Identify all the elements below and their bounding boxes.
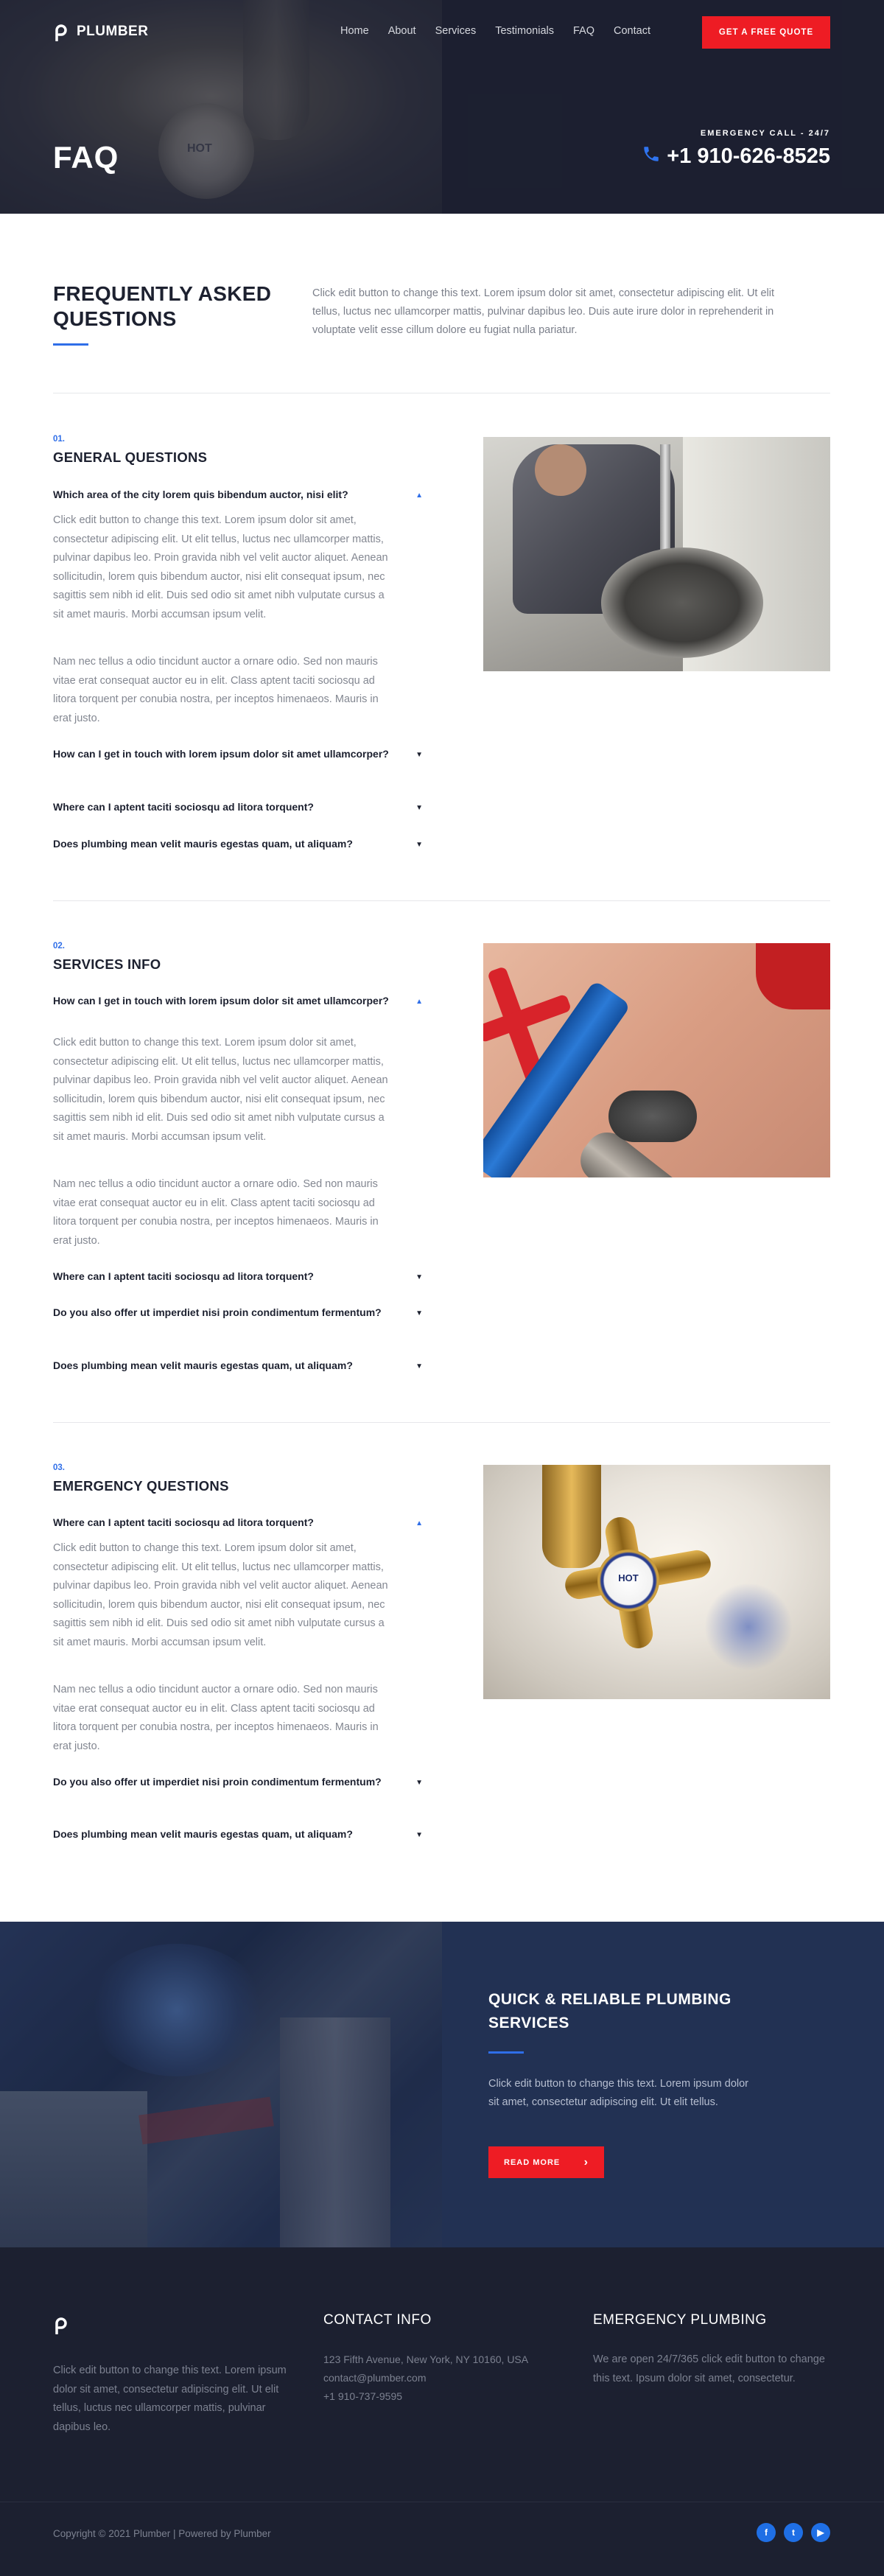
footer-phone[interactable]: +1 910-737-9595 — [323, 2390, 403, 2402]
question-text: Does plumbing mean velit mauris egestas quam, ut aliquam? — [53, 1828, 353, 1840]
faq-question[interactable] — [53, 799, 421, 815]
gold-tap-photo — [483, 1465, 830, 1699]
faq-answer: Click edit button to change this text. Lorem ipsum dolor sit amet, consectetur adipiscing elit. Ut elit tellus, luctus nec ullamcorper mattis, pulvinar dapibus leo. Proin gravida nibh vel velit auctor aliquet. Aenean sollicitudin, lorem quis bibendum auctor, nisi elit consequat ipsum, nec sagittis sem nibh id elit. Duis sed odio sit amet nibh vulputate cursus a sit amet mauris. Morbi accumsan ipsum velit. — [53, 514, 388, 620]
faq-section-emergency — [0, 1423, 884, 1922]
caret-down-icon: ▼ — [415, 1309, 423, 1317]
nav-about[interactable]: About — [387, 25, 416, 37]
hero-cap-text: HOT — [187, 142, 212, 155]
cta-title: QUICK & RELIABLE PLUMBING SERVICES — [488, 1991, 732, 2031]
copyright: Copyright © 2021 Plumber | Powered by Plumber — [53, 2528, 271, 2539]
question-text: Do you also offer ut imperdiet nisi proin condimentum fermentum? — [53, 1776, 382, 1788]
chevron-right-icon: › — [583, 2155, 589, 2169]
faq-question-open[interactable] — [53, 1514, 421, 1530]
footer-about-text: Click edit button to change this text. Lorem ipsum dolor sit amet, consectetur adipiscing elit. Ut elit tellus, luctus nec ullamcorper mattis, pulvinar dapibus leo. — [53, 2365, 287, 2433]
emergency-plumbing-text: We are open 24/7/365 click edit button to change this text. Ipsum dolor sit amet, consectetur. — [593, 2353, 825, 2384]
faq-section-general — [0, 394, 884, 901]
logo-text: PLUMBER — [77, 24, 149, 39]
intro-title-underline — [53, 343, 88, 346]
emergency-phone[interactable] — [642, 144, 830, 169]
footer — [0, 2247, 884, 2576]
nav-faq[interactable]: FAQ — [572, 25, 594, 37]
faq-question-open[interactable] — [53, 486, 421, 503]
question-text: Where can I aptent taciti sociosqu ad litora torquent? — [53, 1270, 314, 1282]
emergency-call-label: EMERGENCY CALL - 24/7 — [700, 129, 830, 138]
section-number: 03. — [53, 1463, 65, 1472]
cta-title-underline — [488, 2051, 524, 2054]
question-text: Does plumbing mean velit mauris egestas quam, ut aliquam? — [53, 1359, 353, 1371]
section-title: GENERAL QUESTIONS — [53, 449, 208, 465]
page-title: FAQ — [53, 140, 119, 175]
faq-answer: Click edit button to change this text. Lorem ipsum dolor sit amet, consectetur adipiscing elit. Ut elit tellus, luctus nec ullamcorper mattis, pulvinar dapibus leo. Proin gravida nibh vel velit auctor aliquet. Aenean sollicitudin, lorem quis bibendum auctor, nisi elit consequat ipsum, nec sagittis sem nibh id elit. Duis sed odio sit amet nibh vulputate cursus a sit amet mauris. Morbi accumsan ipsum velit. — [53, 1037, 388, 1143]
valves-photo — [0, 1922, 442, 2247]
faq-question[interactable] — [53, 1774, 421, 1790]
question-text: Which area of the city lorem quis bibendum auctor, nisi elit? — [53, 489, 348, 500]
nav-contact[interactable]: Contact — [614, 25, 650, 37]
twitter-icon[interactable]: t — [784, 2523, 803, 2542]
logo[interactable] — [53, 22, 148, 41]
nav-services[interactable]: Services — [435, 25, 477, 37]
faq-answer: Nam nec tellus a odio tincidunt auctor a ornare odio. Sed non mauris vitae erat consequat auctor eu in elit. Class aptent taciti sociosqu ad litora torquent per conubia nostra, per inceptos himenaeos. Mauris in erat justo. — [53, 656, 379, 724]
phone-icon — [642, 144, 661, 169]
read-more-button[interactable] — [488, 2146, 604, 2178]
logo-icon — [53, 22, 69, 41]
faq-answer: Nam nec tellus a odio tincidunt auctor a ornare odio. Sed non mauris vitae erat consequat auctor eu in elit. Class aptent taciti sociosqu ad litora torquent per conubia nostra, per inceptos himenaeos. Mauris in erat justo. — [53, 1684, 379, 1752]
contact-info-title: CONTACT INFO — [323, 2312, 432, 2328]
faq-question[interactable] — [53, 1357, 421, 1373]
emergency-plumbing-title: EMERGENCY PLUMBING — [593, 2312, 767, 2328]
nav-home[interactable]: Home — [340, 25, 369, 37]
tap-cap-text: HOT — [618, 1572, 639, 1583]
plumber-sink-photo — [483, 437, 830, 671]
faq-section-services — [0, 901, 884, 1423]
faq-question[interactable] — [53, 746, 421, 762]
question-text: Does plumbing mean velit mauris egestas quam, ut aliquam? — [53, 838, 353, 850]
caret-up-icon: ▲ — [415, 1519, 423, 1527]
caret-down-icon: ▼ — [415, 1362, 423, 1371]
faq-answer: Nam nec tellus a odio tincidunt auctor a ornare odio. Sed non mauris vitae erat consequat auctor eu in elit. Class aptent taciti sociosqu ad litora torquent per conubia nostra, per inceptos himenaeos. Mauris in erat justo. — [53, 1178, 379, 1247]
caret-down-icon: ▼ — [415, 751, 423, 759]
intro-title: FREQUENTLY ASKED QUESTIONS — [53, 282, 272, 330]
question-text: Do you also offer ut imperdiet nisi proin condimentum fermentum? — [53, 1306, 382, 1318]
caret-down-icon: ▼ — [415, 804, 423, 812]
faq-intro — [0, 214, 884, 394]
cta-banner — [0, 1922, 884, 2247]
question-text: How can I get in touch with lorem ipsum dolor sit amet ullamcorper? — [53, 748, 389, 760]
footer-address: 123 Fifth Avenue, New York, NY 10160, USA — [323, 2353, 529, 2365]
section-title: EMERGENCY QUESTIONS — [53, 1478, 229, 1494]
caret-down-icon: ▼ — [415, 841, 423, 849]
caret-up-icon: ▲ — [415, 998, 423, 1006]
faq-question[interactable] — [53, 1268, 421, 1284]
intro-text: Click edit button to change this text. Lorem ipsum dolor sit amet, consectetur adipiscing elit. Ut elit tellus, luctus nec ullamcorper mattis, pulvinar dapibus leo. Duis aute irure dolor in reprehenderit in voluptate velit esse cillum dolore eu fugiat nulla pariatur. — [312, 287, 775, 336]
footer-email[interactable]: contact@plumber.com — [323, 2372, 427, 2384]
section-number: 02. — [53, 942, 65, 951]
read-more-label: READ MORE — [504, 2157, 561, 2167]
wrenches-pipe-photo — [483, 943, 830, 1177]
faq-answer: Click edit button to change this text. Lorem ipsum dolor sit amet, consectetur adipiscing elit. Ut elit tellus, luctus nec ullamcorper mattis, pulvinar dapibus leo. Proin gravida nibh vel velit auctor aliquet. Aenean sollicitudin, lorem quis bibendum auctor, nisi elit consequat ipsum, nec sagittis sem nibh id elit. Duis sed odio sit amet nibh vulputate cursus a sit amet mauris. Morbi accumsan ipsum velit. — [53, 1542, 388, 1648]
caret-down-icon: ▼ — [415, 1779, 423, 1787]
caret-down-icon: ▼ — [415, 1273, 423, 1281]
youtube-icon[interactable]: ▶ — [811, 2523, 830, 2542]
section-number: 01. — [53, 435, 65, 444]
faq-question[interactable] — [53, 1304, 421, 1320]
cta-text: Click edit button to change this text. Lorem ipsum dolor sit amet, consectetur adipiscing elit. Ut elit tellus. — [488, 2078, 749, 2108]
main-menu — [340, 25, 670, 37]
section-title: SERVICES INFO — [53, 956, 161, 972]
top-nav — [0, 16, 884, 50]
free-quote-button[interactable]: GET A FREE QUOTE — [702, 16, 830, 49]
faq-question[interactable] — [53, 1826, 421, 1842]
question-text: Where can I aptent taciti sociosqu ad litora torquent? — [53, 1516, 314, 1528]
nav-testimonials[interactable]: Testimonials — [495, 25, 554, 37]
hero-header — [0, 0, 884, 214]
question-text: Where can I aptent taciti sociosqu ad litora torquent? — [53, 801, 314, 813]
caret-up-icon: ▲ — [415, 491, 423, 500]
emergency-phone-number: +1 910-626-8525 — [667, 144, 830, 168]
question-text: How can I get in touch with lorem ipsum dolor sit amet ullamcorper? — [53, 995, 389, 1007]
footer-logo-icon[interactable] — [53, 2315, 71, 2336]
caret-down-icon: ▼ — [415, 1831, 423, 1839]
faq-question[interactable] — [53, 836, 421, 852]
facebook-icon[interactable]: f — [757, 2523, 776, 2542]
faq-question-open[interactable] — [53, 993, 421, 1009]
